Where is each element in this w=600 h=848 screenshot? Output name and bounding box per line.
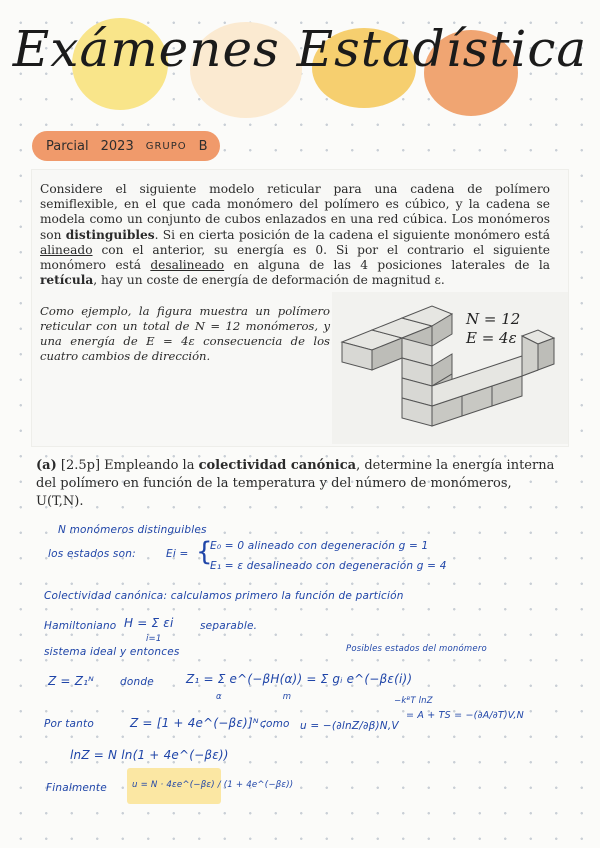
tag-word: GRUPO bbox=[145, 140, 187, 152]
note-line: sistema ideal y entonces bbox=[44, 646, 180, 658]
note-line: E₁ = ε desalineado con degeneración g = 4 bbox=[210, 560, 447, 572]
note-line: E₀ = 0 alineado con degeneración g = 1 bbox=[210, 540, 429, 552]
single-partition: Z₁ = Σ e^(−βH(α)) = Σ gᵢ e^(−βε(i)) bbox=[186, 672, 413, 686]
thermo-relation: = A + TS = −(∂A/∂T)V,N bbox=[406, 710, 524, 721]
tag-word: 2023 bbox=[100, 138, 134, 154]
side-note: Posibles estados del monómero bbox=[346, 644, 487, 654]
polymer-lattice-figure bbox=[332, 292, 568, 444]
tag-word: Parcial bbox=[46, 138, 89, 154]
note-line: como bbox=[260, 718, 290, 730]
note-line: Ei = bbox=[166, 548, 189, 560]
note-line: separable. bbox=[200, 620, 258, 632]
energy-derivative: u = −(∂lnZ/∂β)N,V bbox=[300, 720, 399, 732]
brace: { bbox=[196, 537, 213, 567]
tag-word: B bbox=[198, 138, 208, 154]
note-line: Hamiltoniano bbox=[44, 620, 117, 632]
part-a-question: (a) [2.5p] Empleando la colectividad canónica, determine la energía interna del polímero en función de la temperatura y del número de monómeros, U(T,N). bbox=[36, 458, 555, 509]
note-line: N monómeros distinguibles bbox=[58, 524, 207, 536]
z-result: Z = [1 + 4e^(−βε)]ᴺ ; bbox=[130, 716, 267, 730]
note-line: los estados son: bbox=[48, 548, 136, 560]
note-line: donde bbox=[120, 676, 154, 688]
sum-indices: α m bbox=[216, 692, 292, 702]
free-energy-note: −kᴮT lnZ bbox=[394, 696, 433, 706]
note-line: Finalmente bbox=[46, 782, 107, 794]
exam-tag bbox=[32, 131, 220, 161]
sum-index: i=1 bbox=[146, 634, 162, 644]
note-line: Colectividad canónica: calculamos primero la función de partición bbox=[44, 590, 404, 602]
page-title: Exámenes Estadística bbox=[12, 20, 588, 78]
final-answer: u = N · 4εe^(−βε) / (1 + 4e^(−βε)) bbox=[132, 780, 294, 790]
example-text: Como ejemplo, la figura muestra un polímero reticular con un total de N = 12 monómeros, y una energía de E = 4ε consecuencia de los cuatro cambios de dirección. bbox=[40, 304, 330, 363]
ln-z: lnZ = N ln(1 + 4e^(−βε)) bbox=[70, 748, 229, 762]
figure-labels: N = 12 E = 4ε bbox=[466, 310, 521, 347]
problem-statement: Considere el siguiente modelo reticular para una cadena de polímero semiflexible, en el que cada monómero del polímero es cúbico, y la cadena se modela como un conjunto de cubos enlazados en una red cúbica. Los monómeros son distinguibles. Si en cierta posición de la cadena el siguiente monómero está alineado con el anterior, su energía es 0. Si por el contrario el siguiente monómero está desalineado en alguna de las 4 posiciones laterales de la retícula, hay un coste de energía de deformación de magnitud ε. bbox=[40, 182, 550, 288]
partition-function: Z = Z₁ᴺ bbox=[48, 674, 94, 688]
hamiltonian: H = Σ εi bbox=[124, 616, 174, 630]
note-line: Por tanto bbox=[44, 718, 94, 730]
